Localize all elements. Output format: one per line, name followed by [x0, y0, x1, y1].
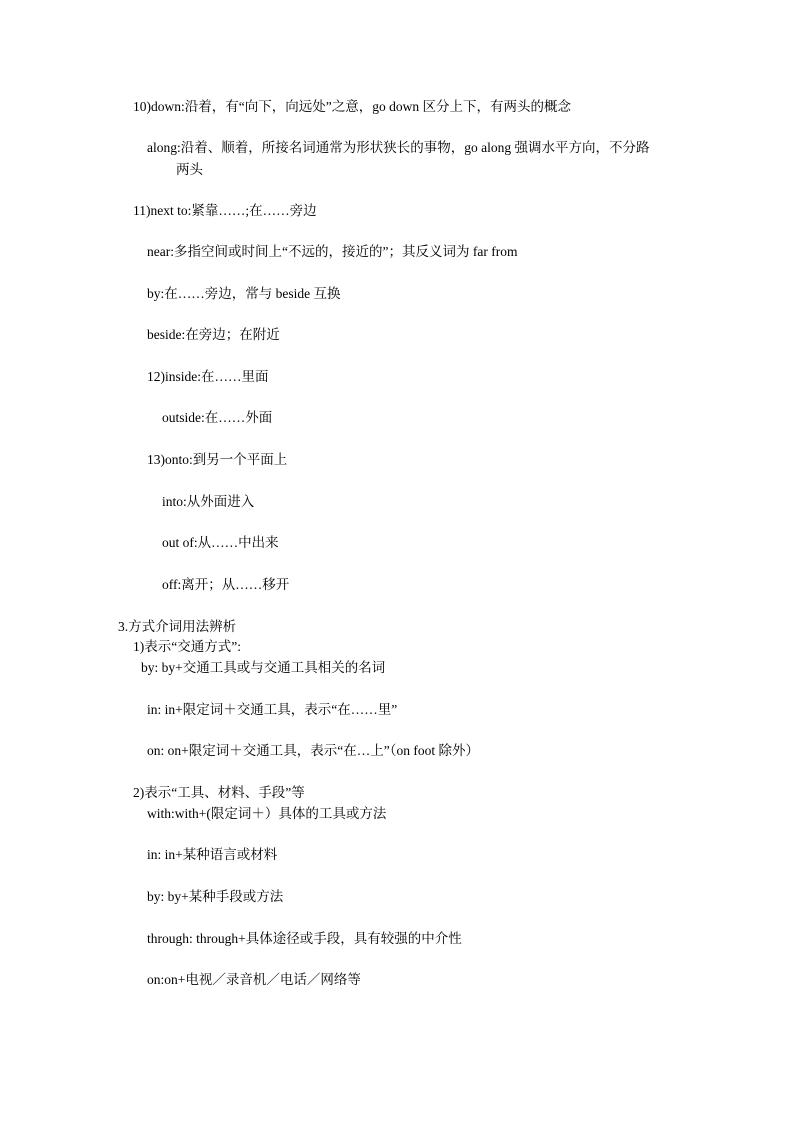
text-line-through: through: through+具体途径或手段，具有较强的中介性 — [147, 931, 462, 946]
text-line-down: 10)down:沿着，有“向下，向远处”之意，go down 区分上下，有两头的概念 — [133, 99, 571, 114]
text-line-next-to: 11)next to:紧靠……;在……旁边 — [133, 203, 317, 218]
section-heading-manner-prepositions: 3.方式介词用法辨析 — [118, 619, 237, 634]
text-line-inside: 12)inside:在……里面 — [147, 369, 269, 384]
text-line-by: by:在……旁边，常与 beside 互换 — [147, 286, 341, 301]
text-line-on-media: on:on+电视／录音机／电话／网络等 — [147, 972, 361, 987]
text-line-by-transport: by: by+交通工具或与交通工具相关的名词 — [141, 660, 386, 675]
text-line-onto: 13)onto:到另一个平面上 — [147, 452, 288, 467]
text-line-along: along:沿着、顺着，所接名词通常为形状狭长的事物，go along 强调水平方向，不分路 — [147, 140, 650, 155]
text-line-near: near:多指空间或时间上“不远的，接近的”；其反义词为 far from — [147, 244, 518, 259]
text-line-by-means: by: by+某种手段或方法 — [147, 889, 284, 904]
text-line-with: with:with+(限定词＋）具体的工具或方法 — [147, 806, 387, 821]
subheading-transport: 1)表示“交通方式”: — [133, 639, 241, 654]
text-line-in-language: in: in+某种语言或材料 — [147, 847, 278, 862]
text-line-in-transport: in: in+限定词＋交通工具，表示“在……里” — [147, 702, 398, 717]
text-line-out-of: out of:从……中出来 — [162, 535, 279, 550]
text-line-into: into:从外面进入 — [162, 494, 255, 509]
subheading-tools-materials: 2)表示“工具、材料、手段”等 — [133, 785, 305, 800]
text-line-outside: outside:在……外面 — [162, 410, 273, 425]
text-line-along-cont: 两头 — [176, 162, 203, 177]
text-line-beside: beside:在旁边；在附近 — [147, 327, 280, 342]
text-line-on-transport: on: on+限定词＋交通工具，表示“在…上”（on foot 除外） — [147, 743, 479, 758]
text-line-off: off:离开；从……移开 — [162, 577, 290, 592]
